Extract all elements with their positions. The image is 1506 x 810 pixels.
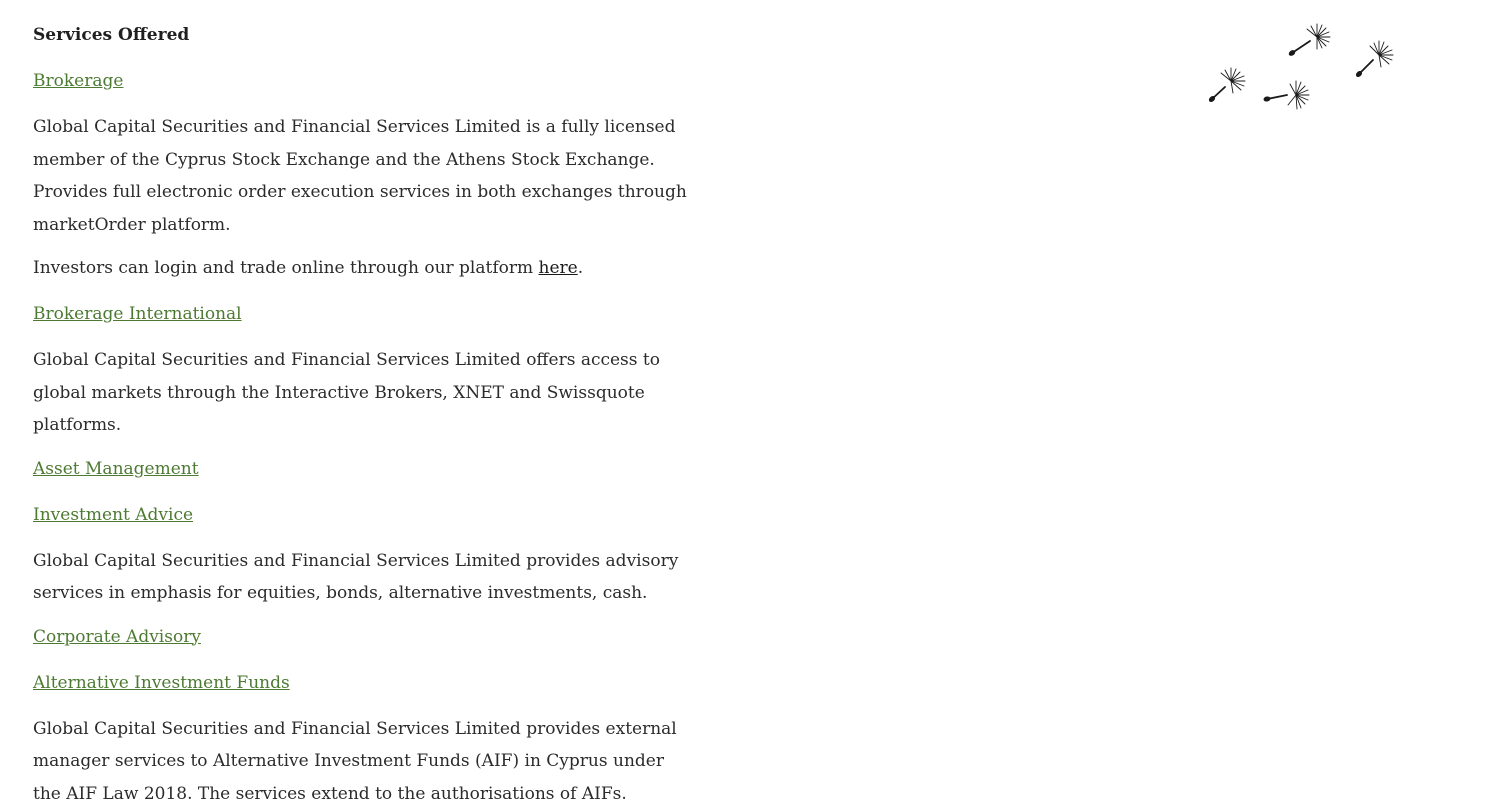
dandelion-seed-icon [1208, 68, 1245, 102]
services-content [33, 22, 693, 810]
investment-advice-description: Global Capital Securities and Financial Services Limited provides advisory services in emphasis for equities, bonds, alternative investments, cash. [33, 550, 679, 603]
corporate-advisory-link[interactable]: Corporate Advisory [33, 626, 201, 647]
brokerage-link[interactable]: Brokerage [33, 71, 124, 91]
brokerage-description: Global Capital Securities and Financial Services Limited is a fully licensed member of the Cyprus Stock Exchange and the Athens Stock Exchange. Provides full electronic order execution services in both exchanges through marketOrder platform. [33, 117, 687, 235]
page-title: Services Offered [33, 25, 190, 45]
brokerage-login-text [33, 255, 693, 281]
dandelion-seed-icon [1288, 24, 1330, 56]
brokerage-login-prefix: Investors can login and trade online through our platform [33, 258, 539, 278]
alternative-investment-funds-link[interactable]: Alternative Investment Funds [33, 672, 290, 693]
investment-advice-link[interactable]: Investment Advice [33, 504, 194, 525]
brokerage-login-suffix: . [577, 258, 584, 278]
dandelion-seeds-icon [1195, 15, 1405, 115]
aif-description: Global Capital Securities and Financial Services Limited provides external manager services to Alternative Investment Funds (AIF) in Cyprus under the AIF Law 2018. The services extend to the authorisations of AIFs. [33, 718, 677, 804]
dandelion-seed-icon [1264, 81, 1309, 109]
brokerage-international-link[interactable]: Brokerage International [33, 304, 242, 324]
brokerage-international-description: Global Capital Securities and Financial Services Limited offers access to global markets through the Interactive Brokers, XNET and Swissquote platforms. [33, 350, 660, 435]
asset-management-link[interactable]: Asset Management [33, 458, 199, 479]
here-link[interactable]: here [538, 258, 578, 278]
dandelion-seed-icon [1355, 41, 1393, 78]
